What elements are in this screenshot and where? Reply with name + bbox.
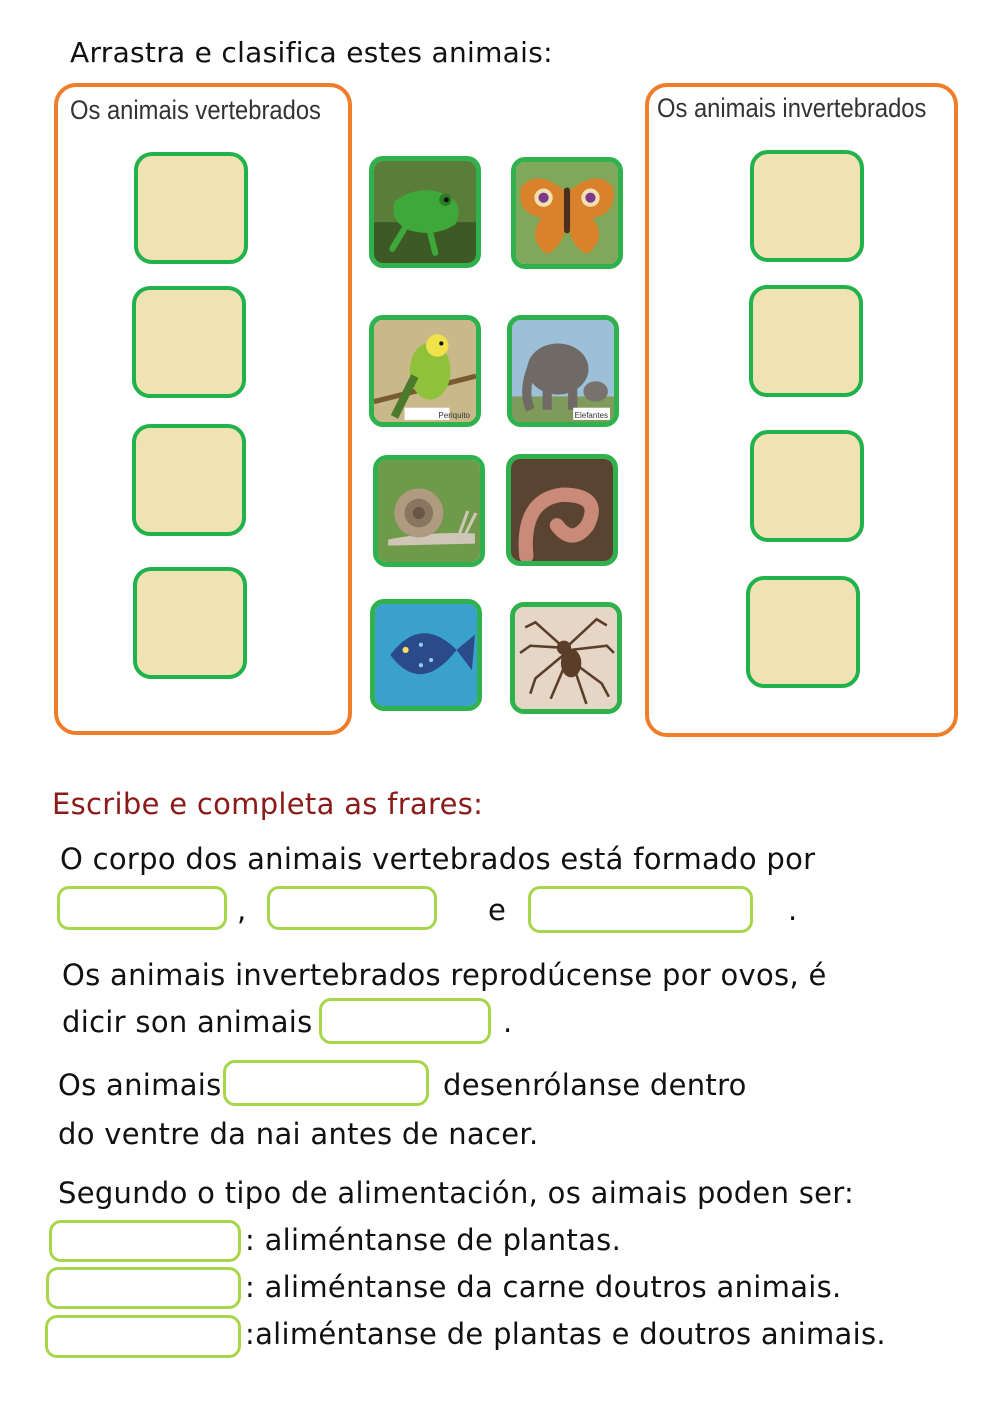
answer-blank[interactable] [49, 1220, 241, 1262]
period-text: . [788, 893, 798, 927]
answer-blank[interactable] [223, 1060, 429, 1106]
card-snail[interactable] [373, 455, 485, 567]
sentence-3-text-middle: desenrólanse dentro [443, 1068, 747, 1102]
carnivore-definition: : aliméntanse da carne doutros animais. [245, 1270, 842, 1304]
exercise-title: Escribe e completa as frares: [52, 787, 484, 821]
earthworm-icon [511, 459, 613, 561]
instruction-text: Arrastra e clasifica estes animais: [70, 36, 553, 69]
sentence-2-text-line2: dicir son animais [62, 1005, 313, 1039]
answer-blank[interactable] [45, 1315, 241, 1358]
sentence-3-text-line2: do ventre da nai antes de nacer. [58, 1117, 539, 1151]
spider-icon [515, 607, 617, 709]
answer-blank[interactable] [267, 886, 437, 930]
card-parakeet[interactable] [369, 315, 481, 427]
comma-text: , [237, 893, 247, 927]
vertebrate-drop-slot[interactable] [132, 286, 246, 398]
card-elephant[interactable] [507, 315, 619, 427]
answer-blank[interactable] [528, 886, 753, 933]
card-frog[interactable] [369, 156, 481, 268]
vertebrate-drop-slot[interactable] [133, 567, 247, 679]
card-caption: Periquito [438, 411, 470, 420]
card-caption: Elefantes [574, 411, 608, 420]
herbivore-definition: : aliméntanse de plantas. [245, 1223, 622, 1257]
invertebrate-drop-slot[interactable] [750, 150, 864, 262]
card-fish[interactable] [370, 599, 482, 711]
parakeet-icon [374, 320, 476, 422]
fish-icon [375, 604, 477, 706]
vertebrates-title: Os animais vertebrados [70, 95, 321, 125]
card-butterfly[interactable] [511, 157, 623, 269]
invertebrate-drop-slot[interactable] [750, 430, 864, 542]
snail-icon [378, 460, 480, 562]
vertebrate-drop-slot[interactable] [132, 424, 246, 536]
sentence-3-text: Os animais [58, 1068, 222, 1102]
vertebrate-drop-slot[interactable] [134, 152, 248, 264]
and-text: e [488, 893, 507, 927]
period-text: . [503, 1005, 513, 1039]
sentence-4-text: Segundo o tipo de alimentación, os aimais poden ser: [58, 1176, 855, 1210]
sentence-2-text: Os animais invertebrados reprodúcense por ovos, é [62, 958, 827, 992]
answer-blank[interactable] [46, 1267, 241, 1309]
invertebrate-drop-slot[interactable] [746, 576, 860, 688]
card-earthworm[interactable] [506, 454, 618, 566]
invertebrates-title: Os animais invertebrados [657, 93, 927, 123]
butterfly-icon [516, 162, 618, 264]
omnivore-definition: :aliméntanse de plantas e doutros animais. [245, 1317, 886, 1351]
answer-blank[interactable] [57, 886, 227, 930]
sentence-1-text: O corpo dos animais vertebrados está formado por [60, 842, 816, 876]
frog-icon [374, 161, 476, 263]
card-spider[interactable] [510, 602, 622, 714]
answer-blank[interactable] [319, 998, 491, 1044]
elephant-icon [512, 320, 614, 422]
invertebrate-drop-slot[interactable] [749, 285, 863, 397]
